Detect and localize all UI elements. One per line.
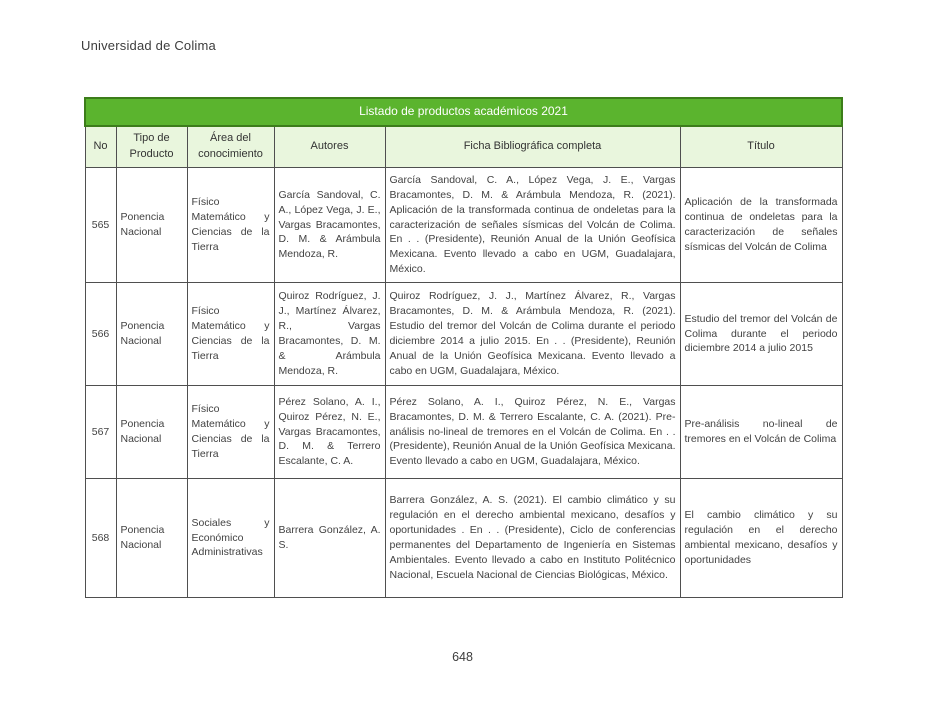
cell-no: 567 (85, 386, 116, 479)
cell-autores: Quiroz Rodríguez, J. J., Martínez Álvarez, R., Vargas Bracamontes, D. M. & Arámbula Mendoza, R. (274, 283, 385, 386)
cell-area-conocimiento: Físico Matemático y Ciencias de la Tierra (187, 168, 274, 283)
cell-no: 568 (85, 479, 116, 598)
column-header-titulo: Título (680, 126, 842, 168)
cell-area-conocimiento: Físico Matemático y Ciencias de la Tierra (187, 386, 274, 479)
table-header-row (85, 126, 842, 168)
cell-titulo: Pre-análisis no-lineal de tremores en el Volcán de Colima (680, 386, 842, 479)
cell-autores: Pérez Solano, A. I., Quiroz Pérez, N. E., Vargas Bracamontes, D. M. & Terrero Escalante, C. A. (274, 386, 385, 479)
table-row (85, 386, 842, 479)
cell-area-conocimiento: Físico Matemático y Ciencias de la Tierra (187, 283, 274, 386)
cell-autores: García Sandoval, C. A., López Vega, J. E., Vargas Bracamontes, D. M. & Arámbula Mendoza, R. (274, 168, 385, 283)
column-header-ficha-bibliografica: Ficha Bibliográfica completa (385, 126, 680, 168)
table-row (85, 479, 842, 598)
cell-ficha-bibliografica: Pérez Solano, A. I., Quiroz Pérez, N. E., Vargas Bracamontes, D. M. & Terrero Escalante, C. A. (2021). Pre-análisis no-lineal de tremores en el Volcán de Colima. En . . (Presidente), Reunión Anual de la Unión Geofísica Mexicana. Evento llevado a cabo en UGM, Guadalajara, México. (385, 386, 680, 479)
cell-titulo: El cambio climático y su regulación en el derecho ambiental mexicano, desafíos y oportunidades (680, 479, 842, 598)
column-header-no: No (85, 126, 116, 168)
table-row (85, 283, 842, 386)
cell-titulo: Aplicación de la transformada continua de ondeletas para la caracterización de señales sísmicas del Volcán de Colima (680, 168, 842, 283)
cell-tipo-producto: Ponencia Nacional (116, 386, 187, 479)
cell-autores: Barrera González, A. S. (274, 479, 385, 598)
page-number: 648 (452, 650, 473, 664)
cell-titulo: Estudio del tremor del Volcán de Colima durante el periodo diciembre 2014 a julio 2015 (680, 283, 842, 386)
cell-tipo-producto: Ponencia Nacional (116, 283, 187, 386)
table-title: Listado de productos académicos 2021 (85, 98, 842, 126)
column-header-area-del-conocimiento: Área del conocimiento (187, 126, 274, 168)
cell-no: 565 (85, 168, 116, 283)
column-header-autores: Autores (274, 126, 385, 168)
table-title-row (85, 98, 842, 126)
cell-ficha-bibliografica: Barrera González, A. S. (2021). El cambio climático y su regulación en el derecho ambiental mexicano, desafíos y oportunidades . En . . (Presidente), Ciclo de conferencias permanentes del Departamento de Ingeniería en Sistemas Ambientales. Evento llevado a cabo en Instituto Politécnico Nacional, Escuela Nacional de Ciencias Biológicas, México. (385, 479, 680, 598)
cell-tipo-producto: Ponencia Nacional (116, 168, 187, 283)
column-header-tipo-de-producto: Tipo de Producto (116, 126, 187, 168)
cell-ficha-bibliografica: Quiroz Rodríguez, J. J., Martínez Álvarez, R., Vargas Bracamontes, D. M. & Arámbula Mendoza, R. (2021). Estudio del tremor del Volcán de Colima durante el periodo diciembre 2014 a julio 2015. En . . (Presidente), Reunión Anual de la Unión Geofísica Mexicana. Evento llevado a cabo en UGM, Guadalajara, México. (385, 283, 680, 386)
cell-tipo-producto: Ponencia Nacional (116, 479, 187, 598)
academic-products-table (84, 97, 843, 598)
institution-header: Universidad de Colima (81, 38, 216, 53)
cell-area-conocimiento: Sociales y Económico Administrativas (187, 479, 274, 598)
table-row (85, 168, 842, 283)
cell-ficha-bibliografica: García Sandoval, C. A., López Vega, J. E., Vargas Bracamontes, D. M. & Arámbula Mendoza, R. (2021). Aplicación de la transformada continua de ondeletas para la caracterización de señales sísmicas del Volcán de Colima. En . . (Presidente), Reunión Anual de la Unión Geofísica Mexicana. Evento llevado a cabo en UGM, Guadalajara, México. (385, 168, 680, 283)
cell-no: 566 (85, 283, 116, 386)
